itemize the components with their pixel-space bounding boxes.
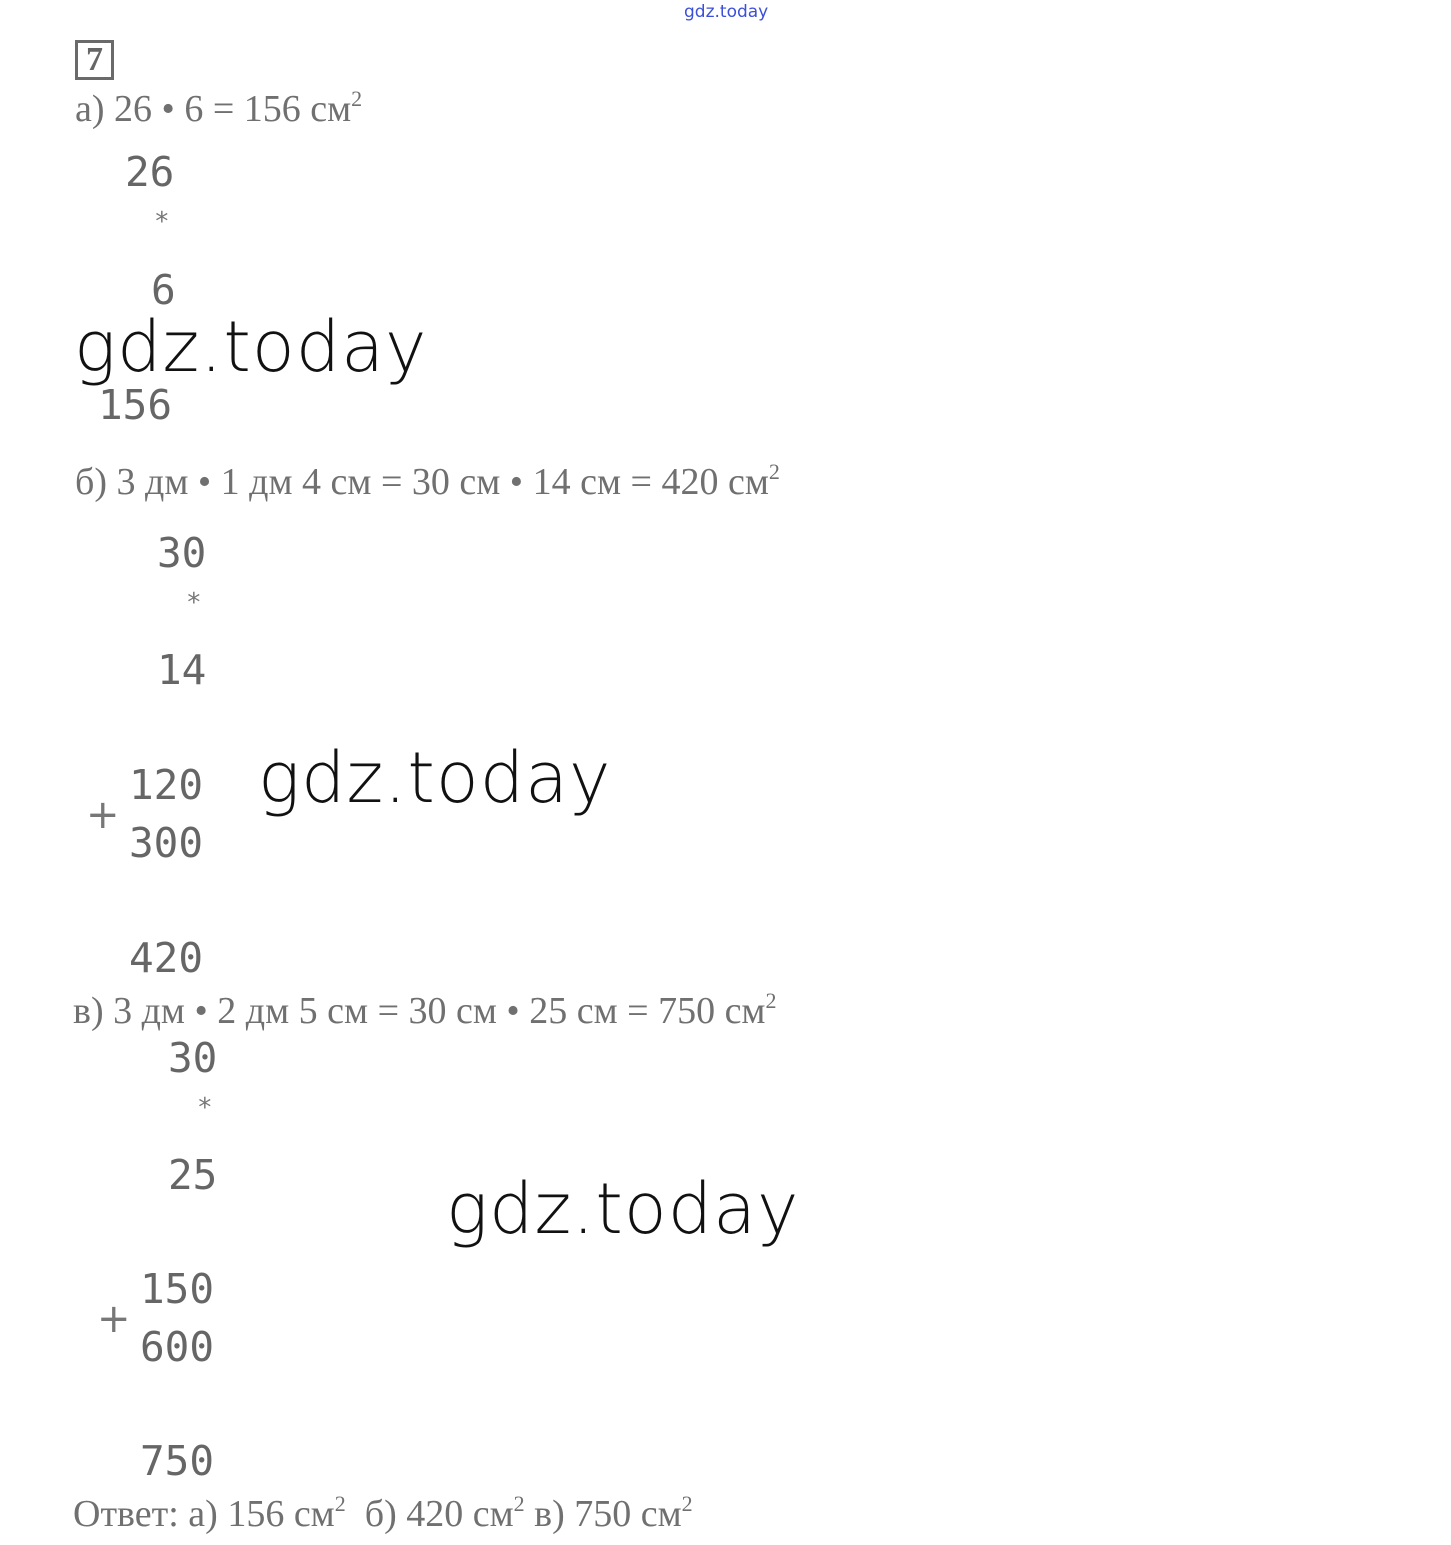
part-v-text: в) 3 дм • 2 дм 5 см = 30 см • 25 см = 750 см [73, 990, 766, 1032]
part-a-sup: 2 [351, 86, 363, 111]
part-v-plus-sign: + [97, 1296, 131, 1342]
part-v-partial-1: 150 [140, 1265, 215, 1313]
task-number: 7 [75, 40, 114, 80]
part-a-equation [75, 86, 363, 130]
part-b-partial-2: 300 [129, 819, 204, 867]
part-a-bottom-number: 6 [151, 266, 176, 314]
answer-b-text: б) 420 см [364, 1493, 514, 1535]
part-a-multiply-sign: * [154, 207, 170, 237]
part-b-top-number: 30 [157, 529, 207, 577]
part-a-text: а) 26 • 6 = 156 см [75, 88, 352, 130]
part-a-top-number: 26 [125, 148, 175, 196]
part-b-multiply-sign: * [186, 588, 202, 618]
answer-v-sup: 2 [681, 1491, 693, 1516]
part-a-result: 156 [98, 381, 173, 429]
part-b-equation [75, 459, 780, 503]
part-v-partial-2: 600 [140, 1323, 215, 1371]
part-v-top-number: 30 [168, 1034, 218, 1082]
part-b-bottom-number: 14 [157, 646, 207, 694]
part-b-text: б) 3 дм • 1 дм 4 см = 30 см • 14 см = 420 см [75, 461, 769, 503]
part-v-equation [73, 988, 777, 1032]
answer-line [73, 1491, 693, 1535]
part-b-partial-1: 120 [129, 761, 204, 809]
answer-v-text: в) 750 см [534, 1493, 682, 1535]
watermark-3: gdz.today [446, 1168, 800, 1250]
part-b-plus-sign: + [86, 792, 120, 838]
answer-a-sup: 2 [334, 1491, 346, 1516]
part-v-sup: 2 [765, 988, 777, 1013]
watermark-2: gdz.today [258, 737, 612, 819]
part-v-bottom-number: 25 [168, 1151, 218, 1199]
part-b-sup: 2 [768, 459, 780, 484]
answer-a-text: Ответ: а) 156 см [73, 1493, 335, 1535]
part-v-result: 750 [140, 1437, 215, 1485]
answer-b-sup: 2 [513, 1491, 525, 1516]
part-b-result: 420 [129, 934, 204, 982]
part-v-multiply-sign: * [197, 1093, 213, 1123]
watermark-1: gdz.today [74, 306, 428, 388]
watermark-top: gdz.today [684, 2, 769, 22]
